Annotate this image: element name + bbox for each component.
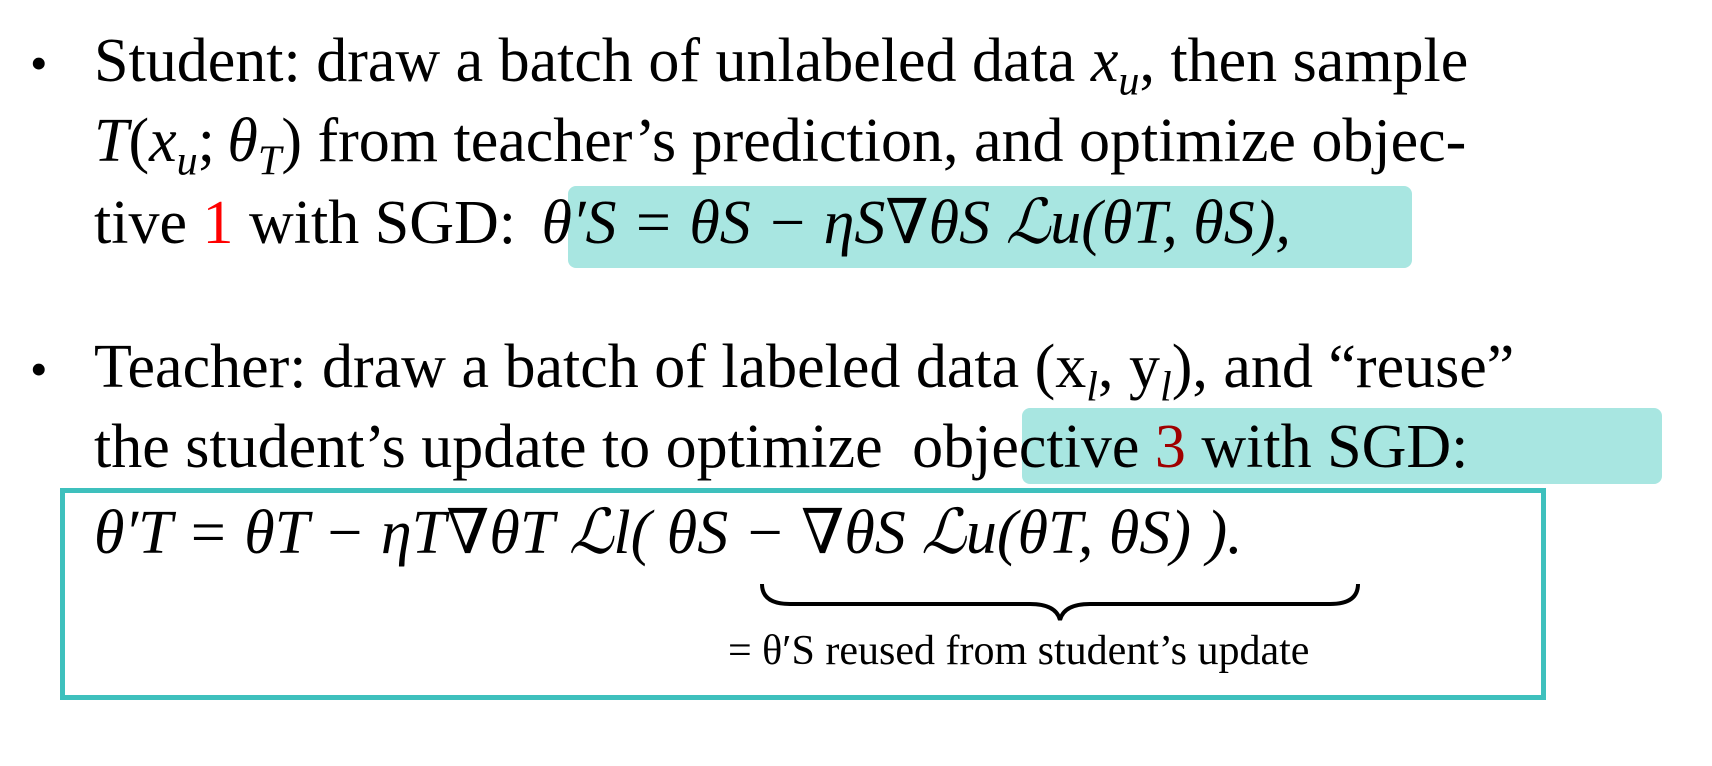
underbrace-icon: [760, 582, 1360, 622]
teacher-update-formula: θ′T = θT − ηT∇θT ℒl( θS − ∇θS ℒu(θT, θS) ).: [94, 499, 1243, 567]
teacher-text-1: draw a batch of labeled data (x: [322, 333, 1087, 401]
teacher-hl-text-1: objective: [912, 413, 1140, 481]
student-line-3: [94, 189, 1291, 257]
student-text-3: from teacher’s prediction, and optimize objec-: [317, 107, 1467, 175]
bullet-teacher: •: [30, 341, 48, 397]
sub-l-x: l: [1086, 363, 1099, 411]
teacher-y-text: , y: [1098, 333, 1161, 401]
ref-objective-1[interactable]: 1: [202, 189, 234, 257]
teacher-text-3: the student’s update to optimize: [94, 413, 883, 481]
teacher-text-2: ), and “reuse”: [1171, 333, 1515, 401]
student-line-2: [94, 107, 1467, 185]
var-x-u: $x_u$: [1090, 27, 1140, 105]
student-text-4: tive: [94, 189, 187, 257]
student-text-1: draw a batch of unlabeled data: [316, 27, 1076, 95]
student-update-formula: θ′S = θS − ηS∇θS ℒu(θT, θS),: [541, 189, 1291, 257]
student-text-5: with SGD:: [248, 189, 516, 257]
teacher-line-1: [94, 333, 1515, 411]
student-text-2: , then sample: [1139, 27, 1469, 95]
teacher-hl-text-2: with SGD:: [1201, 413, 1469, 481]
teacher-func: $T(x_u$; $\theta_T$): [94, 107, 302, 185]
student-label: Student:: [94, 27, 301, 95]
sub-l-y: l: [1160, 363, 1172, 411]
teacher-line-2: [94, 413, 1469, 481]
teacher-label: Teacher:: [94, 333, 307, 401]
teacher-update-line: [94, 499, 1243, 567]
student-line-1: [94, 27, 1469, 105]
reuse-annotation: = θ′S reused from student’s update: [728, 628, 1310, 674]
bullet-student: •: [30, 35, 48, 91]
ref-objective-3[interactable]: 3: [1154, 413, 1186, 481]
